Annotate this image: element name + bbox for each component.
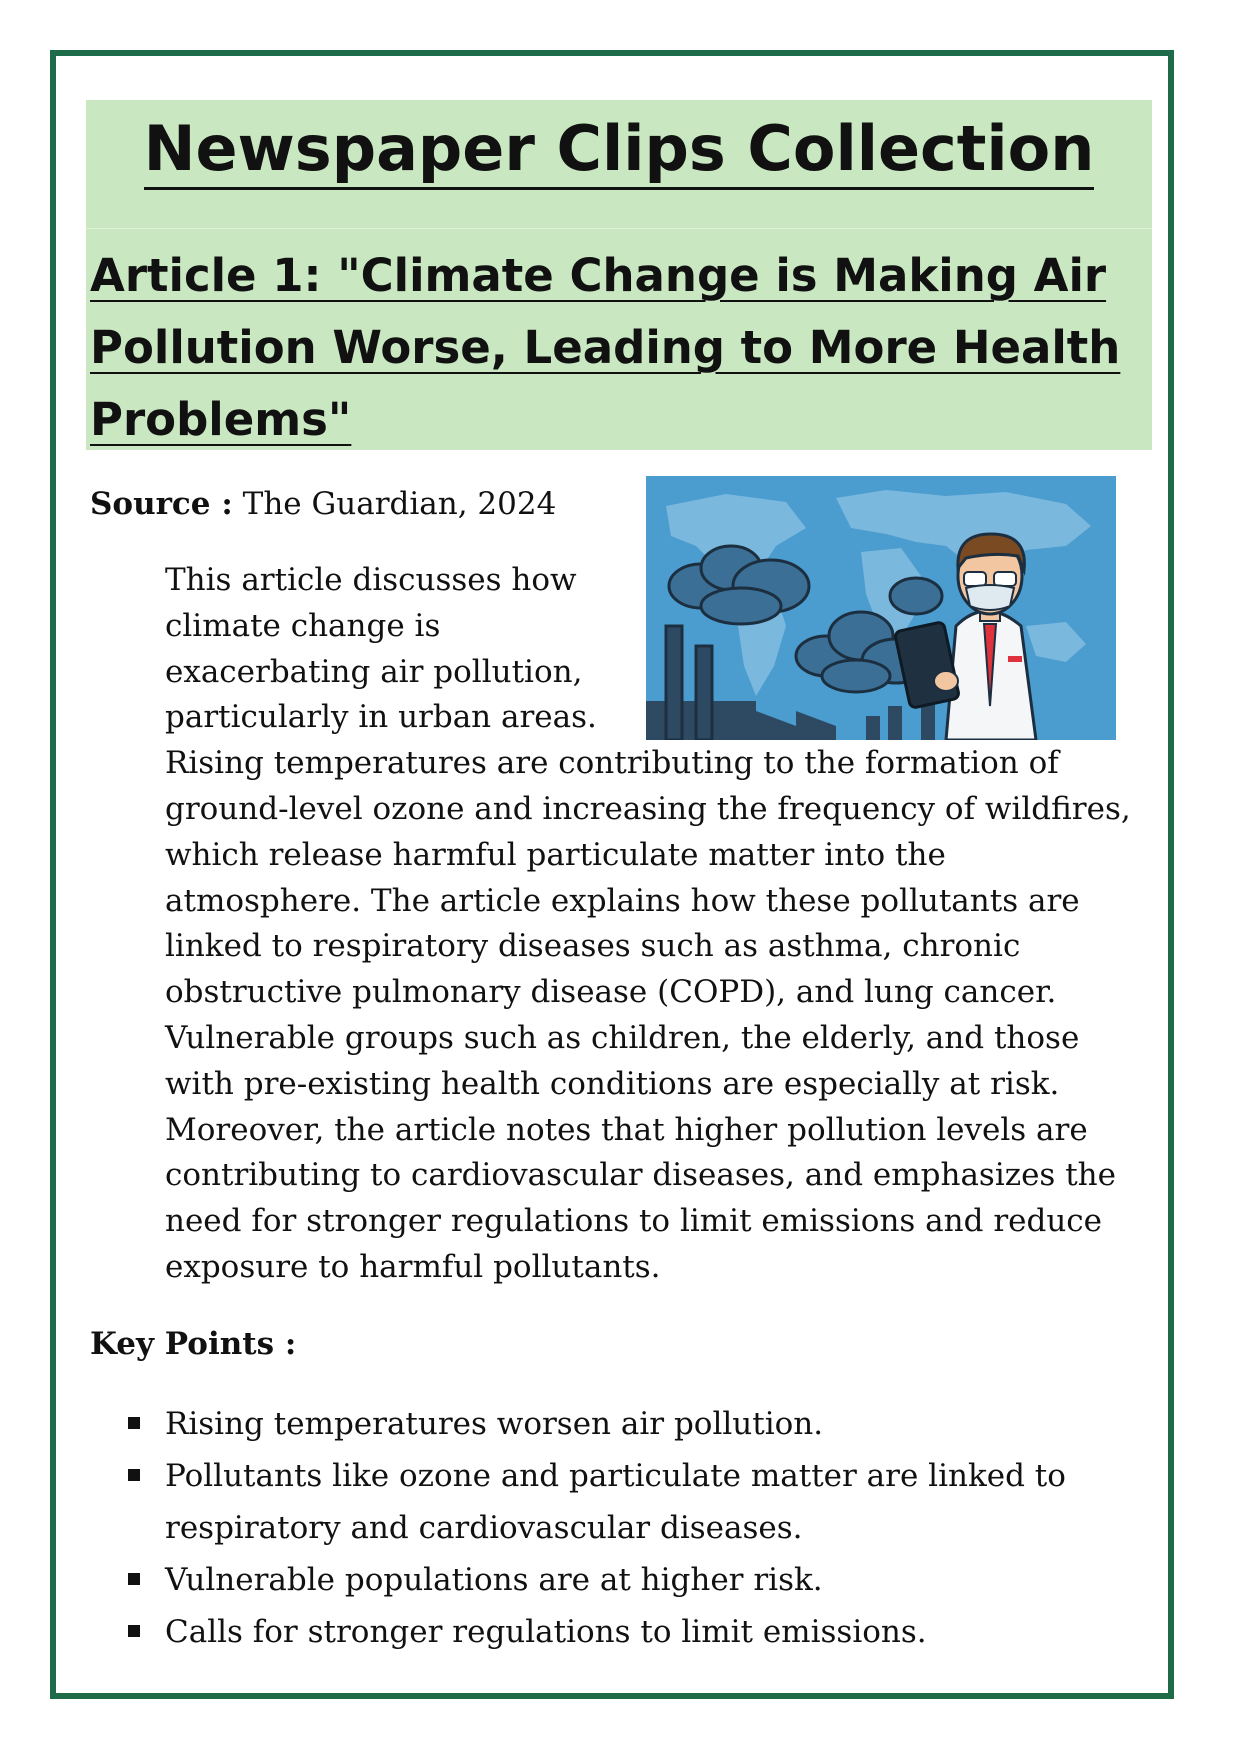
- list-item: Vulnerable populations are at higher risk.: [165, 1554, 1150, 1606]
- source-label: Source :: [90, 486, 233, 522]
- list-item: Rising temperatures worsen air pollution.: [165, 1398, 1150, 1450]
- list-item: Calls for stronger regulations to limit emissions.: [165, 1606, 1150, 1658]
- bullet-icon: [128, 1469, 140, 1481]
- bullet-icon: [128, 1625, 140, 1637]
- bullet-icon: [128, 1417, 140, 1429]
- source-value: The Guardian, 2024: [242, 486, 557, 522]
- key-points-heading: Key Points :: [90, 1326, 297, 1362]
- page-title: Newspaper Clips Collection: [86, 108, 1152, 190]
- list-item: Pollutants like ozone and particulate matter are linked to respiratory and cardiovascular diseases.: [165, 1450, 1150, 1554]
- bullet-icon: [128, 1573, 140, 1585]
- key-points-list: [165, 1398, 1150, 1658]
- article-title: Article 1: "Climate Change is Making Air Pollution Worse, Leading to More Health Problems": [90, 249, 1121, 446]
- article-body: [165, 558, 1150, 1291]
- article-body-text: This article discusses how climate change is exacerbating air pollution, particularly in urban areas. Rising temperatures are contributing to the formation of ground-level ozone and increasing the frequency of wildfires, which release harmful particulate matter into the atmosphere. The article explains how these pollutants are linked to respiratory diseases such as asthma, chronic obstructive pulmonary disease (COPD), and lung cancer. Vulnerable groups such as children, the elderly, and those with pre-existing health conditions are especially at risk. Moreover, the article notes that higher pollution levels are contributing to cardiovascular diseases, and emphasizes the need for stronger regulations to limit emissions and reduce exposure to harmful pollutants.: [165, 562, 1131, 1285]
- article-source: [90, 482, 556, 526]
- banner-divider: [86, 228, 1152, 229]
- illustration-wrap-spacer: [615, 558, 1150, 740]
